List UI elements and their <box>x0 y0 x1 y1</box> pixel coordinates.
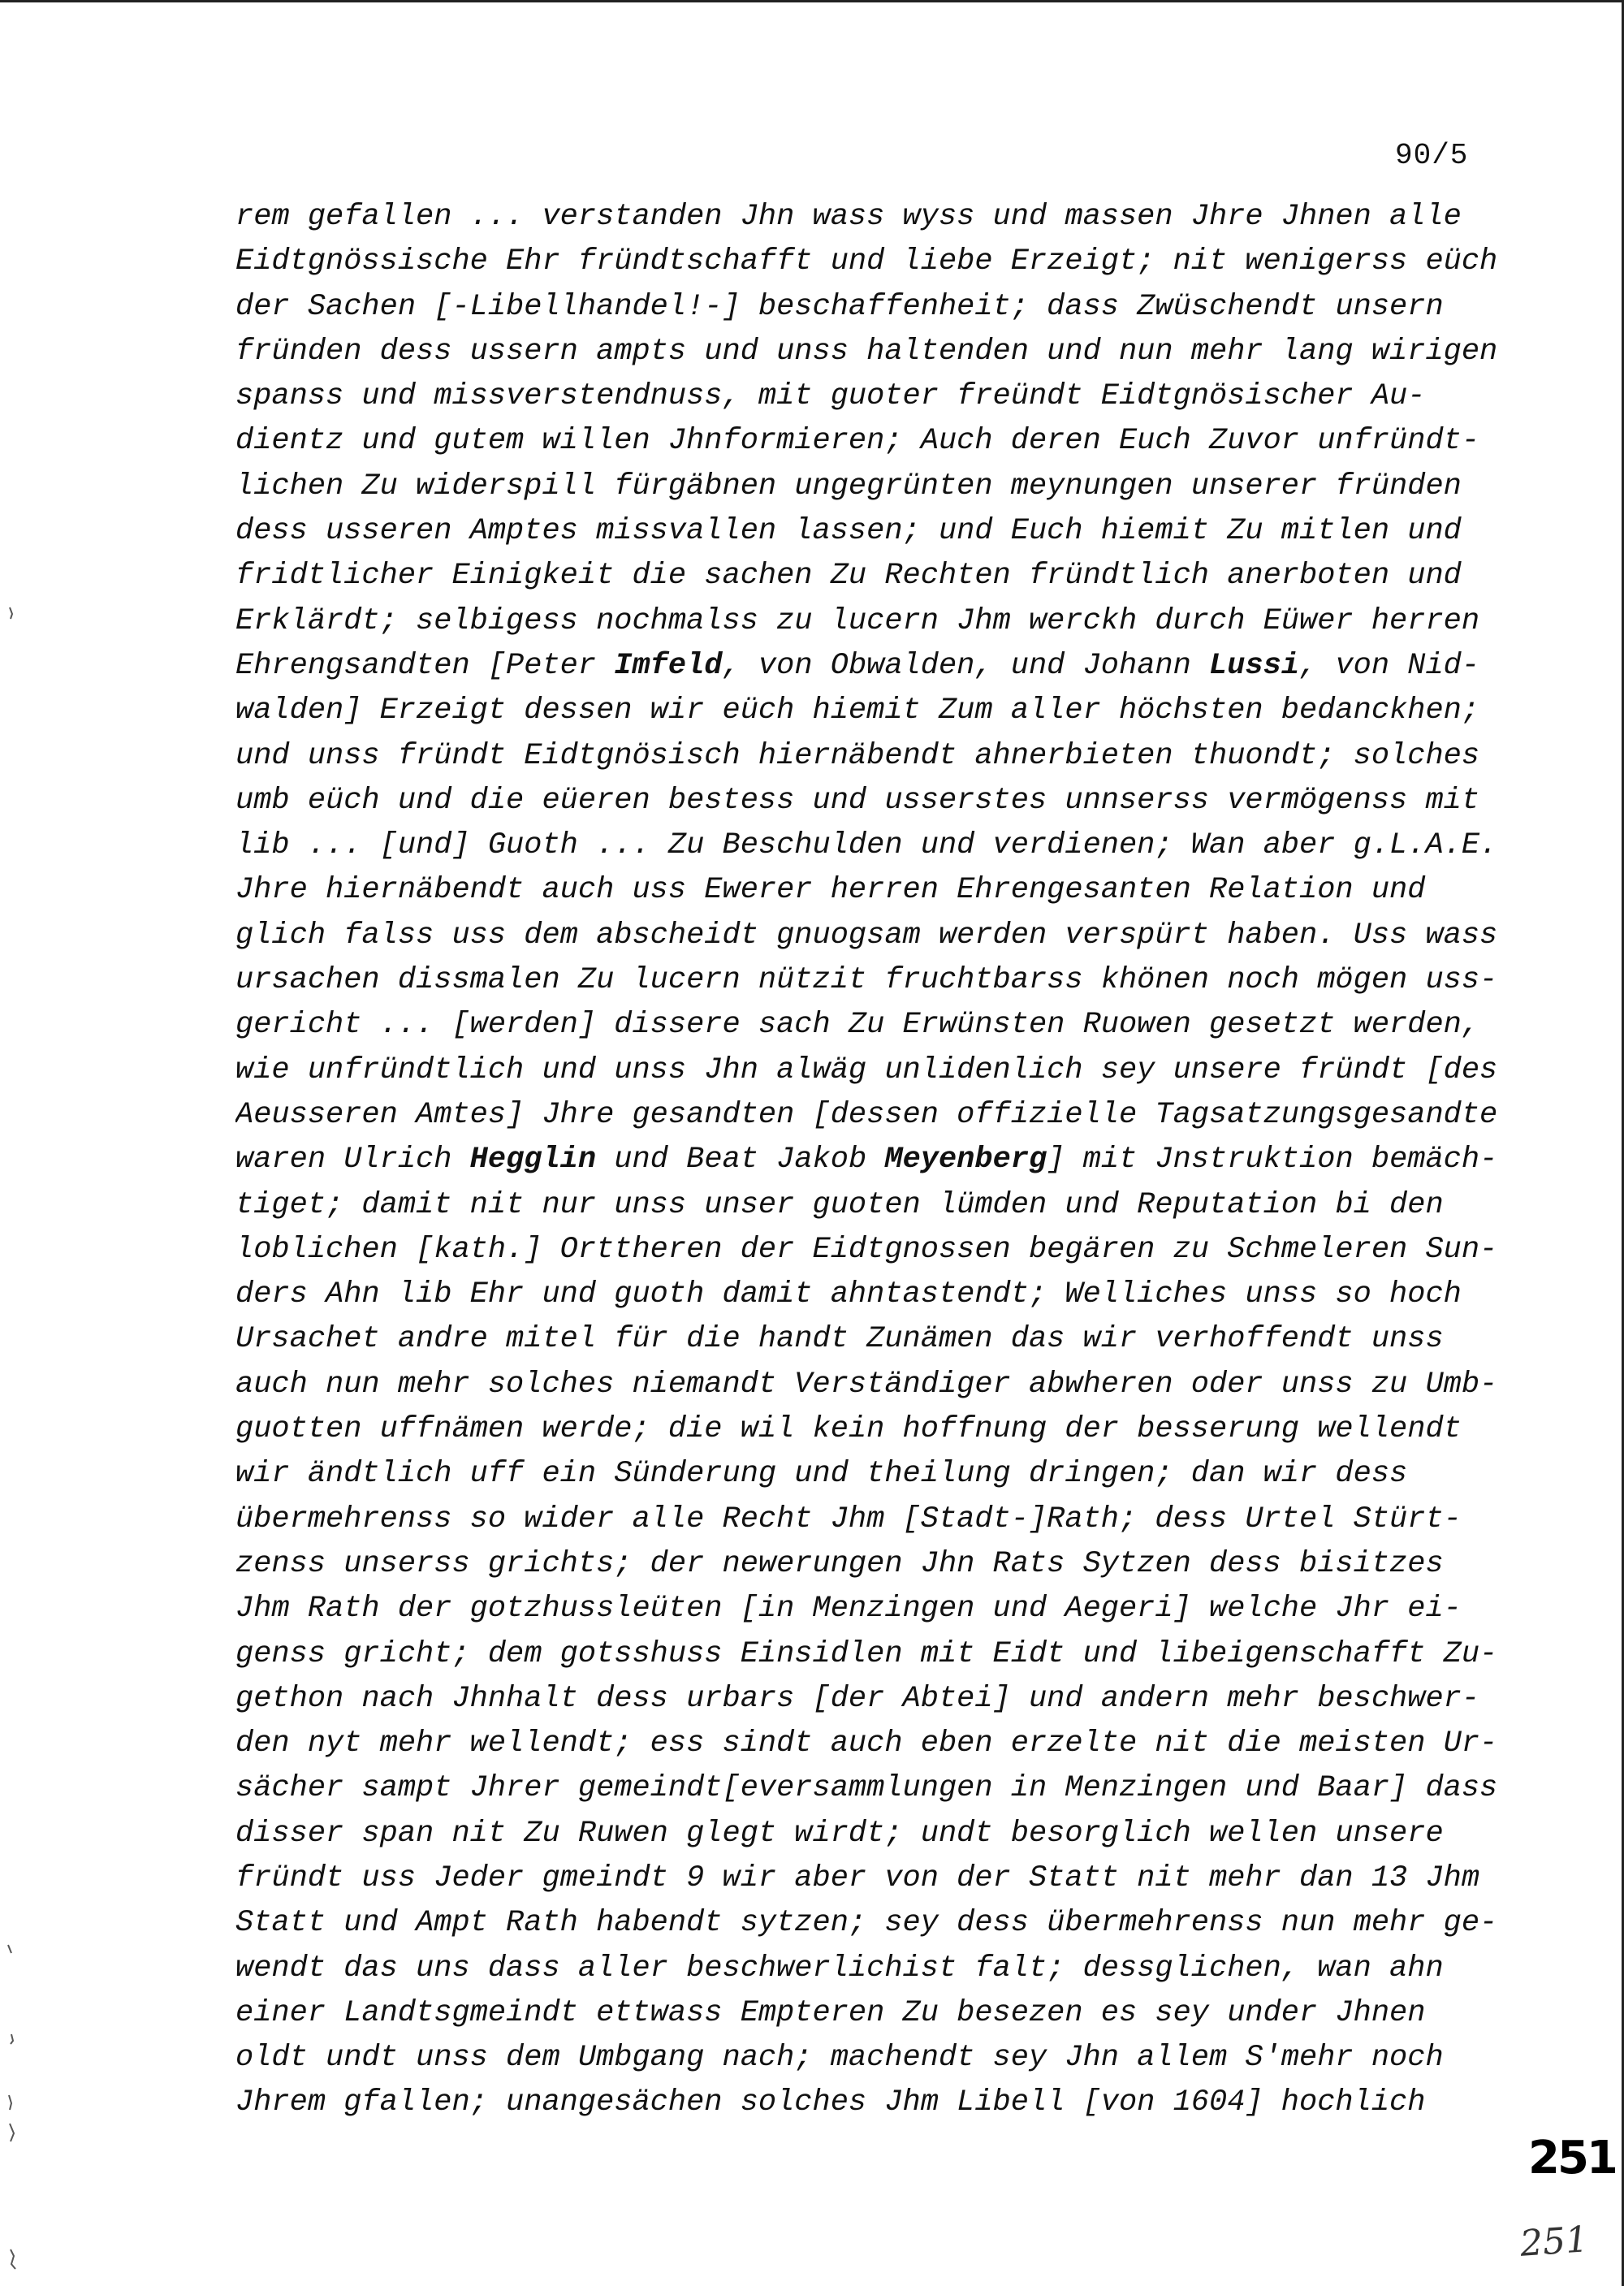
text-line <box>235 1183 1502 1228</box>
text-segment: spanss und missverstendnuss, mit guoter freündt Eidtgnösischer Au- <box>235 379 1426 414</box>
bold-name: Imfeld <box>614 648 723 683</box>
text-line <box>235 1363 1502 1407</box>
text-segment: loblichen [kath.] Orttheren der Eidtgnossen begären zu Schmeleren Sun- <box>235 1232 1498 1267</box>
text-line <box>235 1632 1502 1677</box>
text-line <box>235 1542 1502 1587</box>
text-segment: auch nun mehr solches niemandt Verständiger abwheren oder unss zu Umb- <box>235 1367 1498 1402</box>
text-line <box>235 1901 1502 1946</box>
text-line <box>235 1407 1502 1452</box>
text-segment: dientz und gutem willen Jhnformieren; Auch deren Euch Zuvor unfründt- <box>235 424 1480 459</box>
text-segment: Ursachet andre mitel für die handt Zunämen das wir verhoffendt unss <box>235 1322 1444 1357</box>
text-segment: oldt undt unss dem Umbgang nach; machendt sey Jhn allem S'mehr noch <box>235 2041 1444 2076</box>
text-segment: wendt das uns dass aller beschwerlichist falt; dessglichen, wan ahn <box>235 1951 1444 1986</box>
text-segment: Jhre hiernäbendt auch uss Ewerer herren Ehrengesanten Relation und <box>235 873 1426 908</box>
text-segment: Ehrengsandten [Peter <box>235 648 615 683</box>
text-line <box>235 1766 1502 1811</box>
text-segment: der Sachen [-Libellhandel!-] beschaffenheit; dass Zwüschendt unsern <box>235 289 1444 324</box>
text-segment: , von Obwalden, und Johann <box>722 648 1210 683</box>
text-line <box>235 1317 1502 1362</box>
text-segment: gethon nach Jhnhalt dess urbars [der Abtei] und andern mehr beschwer- <box>235 1681 1480 1716</box>
text-segment: wie unfründtlich und unss Jhn alwäg unlidenlich sey unsere fründt [des <box>235 1052 1498 1087</box>
text-line <box>235 240 1502 284</box>
text-line <box>235 2036 1502 2081</box>
text-line <box>235 1138 1502 1182</box>
text-segment: tiget; damit nit nur unss unser guoten lümden und Reputation bi den <box>235 1187 1444 1222</box>
text-segment: den nyt mehr wellendt; ess sindt auch eben erzelte nit die meisten Ur- <box>235 1726 1498 1761</box>
text-line <box>235 914 1502 958</box>
text-segment: walden] Erzeigt dessen wir eüch hiemit Zum aller höchsten bedanckhen; <box>235 694 1480 728</box>
text-line <box>235 1497 1502 1542</box>
text-line <box>235 1677 1502 1722</box>
text-segment: sächer sampt Jhrer gemeindt[eversammlungen in Menzingen und Baar] dass <box>235 1771 1498 1806</box>
archive-stamp-number: 251 <box>1528 2132 1616 2184</box>
text-segment: ] mit Jnstruktion bemäch- <box>1047 1143 1498 1178</box>
scan-border-top <box>0 0 1624 2</box>
text-segment: ders Ahn lib Ehr und guoth damit ahntastendt; Welliches unss so hoch <box>235 1277 1462 1312</box>
text-segment: fridtlicher Einigkeit die sachen Zu Rechten fründtlich anerboten und <box>235 559 1462 594</box>
text-segment: Eidtgnössische Ehr fründtschafft und liebe Erzeigt; nit wenigerss eüch <box>235 244 1498 279</box>
text-line <box>235 419 1502 464</box>
text-segment: guotten uffnämen werde; die wil kein hoffnung der besserung wellendt <box>235 1412 1462 1447</box>
text-segment: glich falss uss dem abscheidt gnuogsam werden verspürt haben. Uss wass <box>235 918 1498 953</box>
bold-name: Meyenberg <box>884 1143 1047 1178</box>
text-segment: , von Nid- <box>1299 648 1480 683</box>
text-segment: disser span nit Zu Ruwen glegt wirdt; undt besorglich wellen unsere <box>235 1816 1444 1851</box>
text-line <box>235 1003 1502 1048</box>
text-line <box>235 1587 1502 1631</box>
text-line <box>235 734 1502 779</box>
text-line <box>235 1722 1502 1766</box>
bold-name: Hegglin <box>469 1143 597 1178</box>
text-segment: Erklärdt; selbigess nochmalss zu lucern Jhm werckh durch Eüwer herren <box>235 603 1480 638</box>
text-segment: einer Landtsgmeindt ettwass Empteren Zu besezen es sey under Jhnen <box>235 1995 1426 2030</box>
text-segment: fründen dess ussern ampts und unss haltenden und nun mehr lang wirigen <box>235 334 1498 369</box>
text-segment: übermehrenss so wider alle Recht Jhm [Stadt-]Rath; dess Urtel Stürt- <box>235 1502 1462 1536</box>
text-line <box>235 1856 1502 1901</box>
text-segment: genss gricht; dem gotsshuss Einsidlen mit Eidt und libeigenschafft Zu- <box>235 1636 1498 1671</box>
text-line <box>235 689 1502 733</box>
text-segment: waren Ulrich <box>235 1143 470 1178</box>
text-line <box>235 285 1502 330</box>
page-number: 90/5 <box>1395 139 1469 172</box>
text-segment: Statt und Ampt Rath habendt sytzen; sey dess übermehrenss nun mehr ge- <box>235 1906 1498 1941</box>
handwritten-page-number: 251 <box>1518 2219 1590 2265</box>
text-line <box>235 1048 1502 1093</box>
text-line <box>235 330 1502 374</box>
text-segment: Jhrem gfallen; unangesächen solches Jhm Libell [von 1604] hochlich <box>235 2085 1426 2120</box>
text-line <box>235 554 1502 599</box>
text-line <box>235 1228 1502 1273</box>
text-segment: dess usseren Amptes missvallen lassen; und Euch hiemit Zu mitlen und <box>235 514 1462 549</box>
text-line <box>235 868 1502 913</box>
text-line <box>235 779 1502 823</box>
text-segment: wir ändtlich uff ein Sünderung und theilung dringen; dan wir dess <box>235 1457 1408 1492</box>
text-line <box>235 374 1502 419</box>
text-line <box>235 509 1502 554</box>
text-line <box>235 465 1502 509</box>
text-segment: gericht ... [werden] dissere sach Zu Erwünsten Ruowen gesetzt werden, <box>235 1008 1480 1043</box>
text-line <box>235 958 1502 1003</box>
text-segment: Aeusseren Amtes] Jhre gesandten [dessen offizielle Tagsatzungsgesandte <box>235 1097 1498 1132</box>
text-line <box>235 599 1502 644</box>
scan-margin-specks <box>0 0 32 2286</box>
text-segment: und unss fründt Eidtgnösisch hiernäbendt ahnerbieten thuondt; solches <box>235 738 1480 773</box>
text-line <box>235 1947 1502 1991</box>
text-segment: ursachen dissmalen Zu lucern nützit fruchtbarss khönen noch mögen uss- <box>235 963 1498 998</box>
text-line <box>235 1273 1502 1317</box>
text-line <box>235 823 1502 868</box>
text-line <box>235 2081 1502 2125</box>
text-segment: zenss unserss grichts; der newerungen Jhn Rats Sytzen dess bisitzes <box>235 1546 1444 1581</box>
text-line <box>235 1812 1502 1856</box>
document-body-text <box>235 195 1502 2126</box>
text-line <box>235 644 1502 689</box>
text-segment: lichen Zu widerspill fürgäbnen ungegrünten meynungen unserer fründen <box>235 469 1462 503</box>
text-segment: fründt uss Jeder gmeindt 9 wir aber von der Statt nit mehr dan 13 Jhm <box>235 1860 1480 1895</box>
text-line <box>235 195 1502 240</box>
bold-name: Lussi <box>1209 648 1300 683</box>
text-line <box>235 1991 1502 2036</box>
text-segment: lib ... [und] Guoth ... Zu Beschulden und verdienen; Wan aber g.L.A.E. <box>235 828 1498 863</box>
text-segment: rem gefallen ... verstanden Jhn wass wyss und massen Jhre Jhnen alle <box>235 200 1462 234</box>
text-segment: Jhm Rath der gotzhussleüten [in Menzingen und Aegeri] welche Jhr ei- <box>235 1592 1462 1627</box>
text-line <box>235 1452 1502 1497</box>
text-segment: und Beat Jakob <box>596 1143 885 1178</box>
text-line <box>235 1093 1502 1138</box>
text-segment: umb eüch und die eüeren bestess und usserstes unnserss vermögenss mit <box>235 783 1480 818</box>
